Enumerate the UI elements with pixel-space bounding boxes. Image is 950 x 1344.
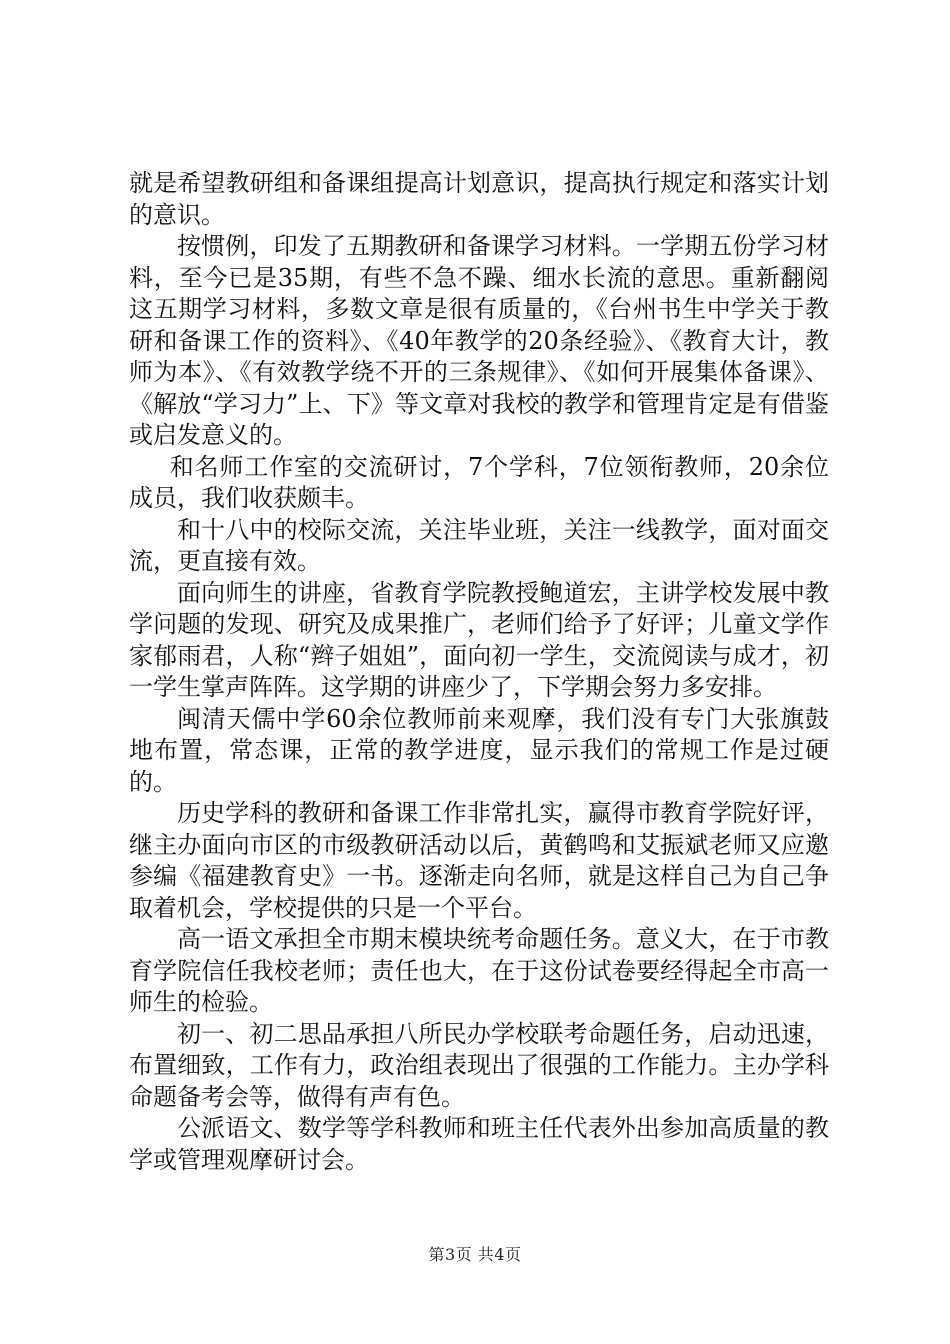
paragraph-school-exchange: 和十八中的校际交流，关注毕业班，关注一线教学，面对面交流，更直接有效。 <box>129 515 829 575</box>
paragraph-observation-visit: 闽清天儒中学60余位教师前来观摩，我们没有专门大张旗鼓地布置，常态课，正常的教学进度，显示我们的常规工作是过硬的。 <box>129 704 829 796</box>
paragraph-moral-education-exam: 初一、初二思品承担八所民办学校联考命题任务，启动迅速，布置细致，工作有力，政治组表现出了很强的工作能力。主办学科命题备考会等，做得有声有色。 <box>129 1019 829 1111</box>
page-number-footer: 第3页 共4页 <box>428 1245 522 1264</box>
paragraph-grade10-chinese: 高一语文承担全市期末模块统考命题任务。意义大，在于市教育学院信任我校老师；责任也大，在于这份试卷要经得起全市高一师生的检验。 <box>129 925 829 1016</box>
paragraph-history-subject: 历史学科的教研和备课工作非常扎实，赢得市教育学院好评，继主办面向市区的市级教研活动以后，黄鹤鸣和艾振斌老师又应邀参编《福建教育史》一书。逐渐走向名师，就是这样自己为自己争取着机会，学校提供的只是一个平台。 <box>129 799 829 922</box>
paragraph-master-teacher-studio: 和名师工作室的交流研讨，7个学科，7位领衔教师，20余位成员，我们收获颇丰。 <box>129 452 829 512</box>
paragraph-study-materials: 按惯例，印发了五期教研和备课学习材料。一学期五份学习材料，至今已是35期，有些不急不躁、细水长流的意思。重新翻阅这五期学习材料，多数文章是很有质量的，《台州书生中学关于教研和备课工作的资料》、《40年教学的20条经验》、《教育大计，教师为本》、《有效教学绕不开的三条规律》、《如何开展集体备课》、《解放“学习力”上、下》等文章对我校的教学和管理肯定是有借鉴或启发意义的。 <box>129 232 829 449</box>
paragraph-continuation: 就是希望教研组和备课组提高计划意识，提高执行规定和落实计划的意识。 <box>129 169 829 229</box>
paragraph-external-seminars: 公派语文、数学等学科教师和班主任代表外出参加高质量的教学或管理观摩研讨会。 <box>129 1114 829 1174</box>
document-body <box>129 168 829 1176</box>
paragraph-lectures: 面向师生的讲座，省教育学院教授鲍道宏，主讲学校发展中教学问题的发现、研究及成果推广，老师们给予了好评；儿童文学作家郁雨君，人称“辫子姐姐”，面向初一学生，交流阅读与成才，初一学生掌声阵阵。这学期的讲座少了，下学期会努力多安排。 <box>129 578 829 701</box>
